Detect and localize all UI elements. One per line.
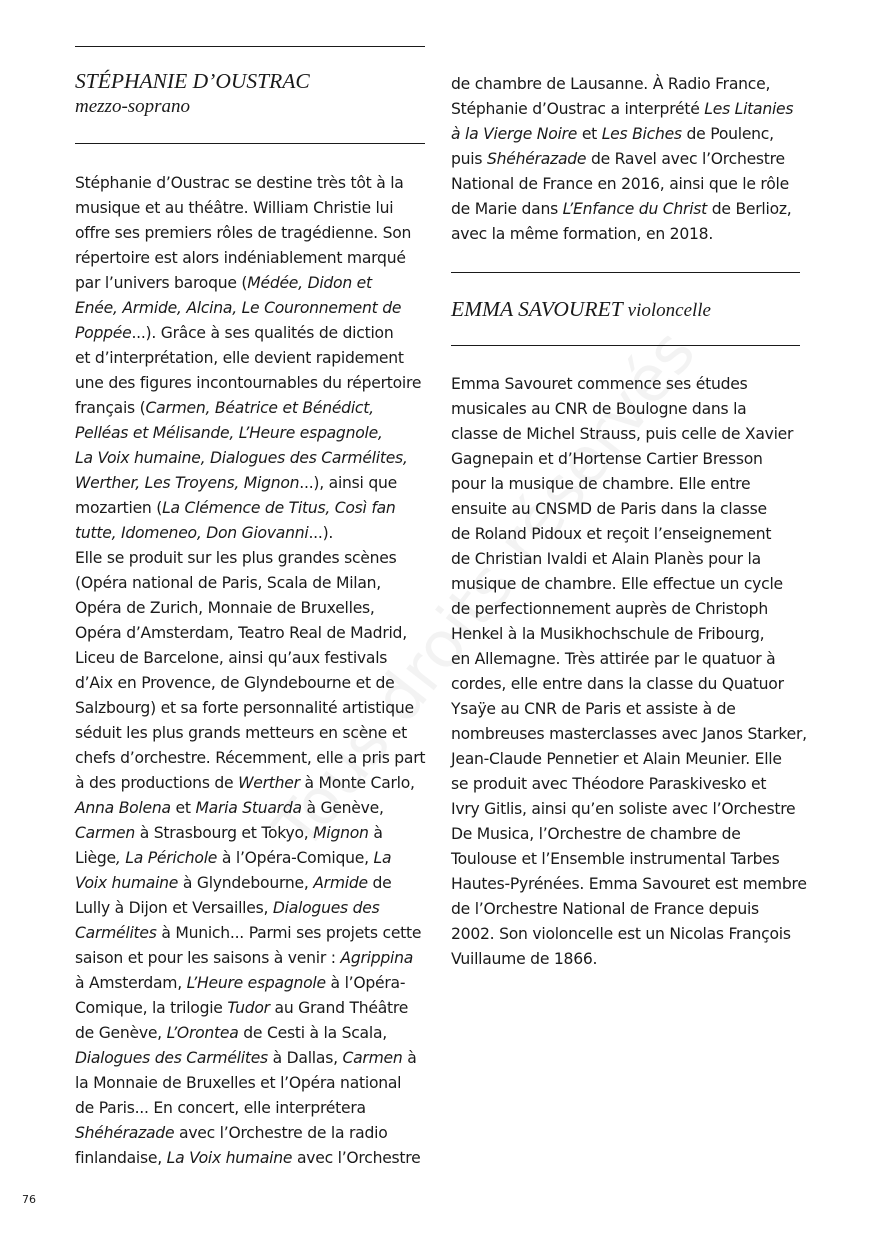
text-line: musicales au CNR de Boulogne dans la [451, 400, 747, 418]
text-line: Emma Savouret commence ses études [451, 375, 748, 393]
text-line: de Genève, L’Orontea de Cesti à la Scala, [75, 1024, 387, 1042]
text-line: Voix humaine à Glyndebourne, Armide de [75, 874, 392, 892]
text-line: en Allemagne. Très attirée par le quatuor à [451, 650, 776, 668]
text-line: une des figures incontournables du répertoire [75, 374, 422, 392]
text-line: de perfectionnement auprès de Christoph [451, 600, 768, 618]
text-line: mozartien (La Clémence de Titus, Così fan [75, 499, 396, 517]
text-line: à des productions de Werther à Monte Carlo, [75, 774, 415, 792]
biography-doustrac-continued [451, 72, 793, 247]
text-line: Salzbourg) et sa forte personnalité artistique [75, 699, 414, 717]
text-line: Jean-Claude Pennetier et Alain Meunier. Elle [451, 750, 782, 768]
text-line: Ivry Gitlis, ainsi qu’en soliste avec l’Orchestre [451, 800, 796, 818]
text-line: Lully à Dijon et Versailles, Dialogues des [75, 899, 380, 917]
artist-role: mezzo-soprano [75, 96, 191, 117]
artist-role: violoncelle [627, 300, 711, 321]
text-line: Liceu de Barcelone, ainsi qu’aux festivals [75, 649, 388, 667]
text-line: tutte, Idomeneo, Don Giovanni...). [75, 524, 334, 542]
rule-top-left [75, 46, 425, 47]
text-line: Poppée...). Grâce à ses qualités de diction [75, 324, 394, 342]
text-line: puis Shéhérazade de Ravel avec l’Orchestre [451, 150, 785, 168]
text-line: chefs d’orchestre. Récemment, elle a pris part [75, 749, 426, 767]
text-line: à la Vierge Noire et Les Biches de Poulenc, [451, 125, 774, 143]
text-line: Opéra de Zurich, Monnaie de Bruxelles, [75, 599, 375, 617]
text-line: De Musica, l’Orchestre de chambre de [451, 825, 741, 843]
text-line: Elle se produit sur les plus grandes scènes [75, 549, 397, 567]
page-number: 76 [22, 1193, 36, 1206]
artist-name: STÉPHANIE D’OUSTRAC [75, 69, 310, 93]
text-line: musique et au théâtre. William Christie lui [75, 199, 394, 217]
text-line: finlandaise, La Voix humaine avec l’Orchestre [75, 1149, 421, 1167]
text-line: Enée, Armide, Alcina, Le Couronnement de [75, 299, 402, 317]
text-line: offre ses premiers rôles de tragédienne. Son [75, 224, 412, 242]
text-line: musique de chambre. Elle effectue un cycle [451, 575, 783, 593]
text-line: séduit les plus grands metteurs en scène et [75, 724, 407, 742]
text-line: Shéhérazade avec l’Orchestre de la radio [75, 1124, 388, 1142]
text-line: Hautes-Pyrénées. Emma Savouret est membre [451, 875, 807, 893]
text-line: de Roland Pidoux et reçoit l’enseignement [451, 525, 772, 543]
text-line: Comique, la trilogie Tudor au Grand Théâtre [75, 999, 409, 1017]
text-line: Gagnepain et d’Hortense Cartier Bresson [451, 450, 763, 468]
text-line: Stéphanie d’Oustrac se destine très tôt à la [75, 174, 404, 192]
text-line: saison et pour les saisons à venir : Agrippina [75, 949, 414, 967]
artist-heading-doustrac [75, 68, 310, 120]
text-line: de chambre de Lausanne. À Radio France, [451, 75, 771, 93]
text-line: de Paris... En concert, elle interprétera [75, 1099, 366, 1117]
text-line: Liège, La Périchole à l’Opéra-Comique, La [75, 849, 392, 867]
rule-under-heading-left [75, 143, 425, 144]
text-line: Stéphanie d’Oustrac a interprété Les Litanies [451, 100, 794, 118]
text-line: Opéra d’Amsterdam, Teatro Real de Madrid, [75, 624, 407, 642]
text-line: ensuite au CNSMD de Paris dans la classe [451, 500, 767, 518]
text-line: et d’interprétation, elle devient rapidement [75, 349, 404, 367]
text-line: cordes, elle entre dans la classe du Quatuor [451, 675, 784, 693]
artist-name: EMMA SAVOURET [451, 297, 623, 321]
text-line: Carmélites à Munich... Parmi ses projets cette [75, 924, 422, 942]
text-line: Carmen à Strasbourg et Tokyo, Mignon à [75, 824, 383, 842]
text-line: par l’univers baroque (Médée, Didon et [75, 274, 372, 292]
text-line: répertoire est alors indéniablement marqué [75, 249, 406, 267]
text-line: d’Aix en Provence, de Glyndebourne et de [75, 674, 395, 692]
text-line: de Marie dans L’Enfance du Christ de Berlioz, [451, 200, 792, 218]
text-line: classe de Michel Strauss, puis celle de Xavier [451, 425, 794, 443]
biography-savouret [451, 372, 807, 972]
text-line: avec la même formation, en 2018. [451, 225, 714, 243]
text-line: de Christian Ivaldi et Alain Planès pour la [451, 550, 761, 568]
text-line: Ysaÿe au CNR de Paris et assiste à de [451, 700, 736, 718]
text-line: à Amsterdam, L’Heure espagnole à l’Opéra- [75, 974, 406, 992]
text-line: La Voix humaine, Dialogues des Carmélites, [75, 449, 408, 467]
text-line: Vuillaume de 1866. [451, 950, 598, 968]
text-line: Henkel à la Musikhochschule de Fribourg, [451, 625, 765, 643]
text-line: français (Carmen, Béatrice et Bénédict, [75, 399, 374, 417]
text-line: Dialogues des Carmélites à Dallas, Carmen à [75, 1049, 417, 1067]
text-line: Anna Bolena et Maria Stuarda à Genève, [75, 799, 384, 817]
rule-under-heading-right [451, 345, 800, 346]
text-line: de l’Orchestre National de France depuis [451, 900, 759, 918]
text-line: nombreuses masterclasses avec Janos Starker, [451, 725, 807, 743]
rule-above-heading-right [451, 272, 800, 273]
text-line: se produit avec Théodore Paraskivesko et [451, 775, 767, 793]
artist-heading-savouret [451, 296, 711, 324]
text-line: (Opéra national de Paris, Scala de Milan, [75, 574, 382, 592]
text-line: Werther, Les Troyens, Mignon...), ainsi que [75, 474, 397, 492]
biography-doustrac [75, 171, 425, 1171]
text-line: National de France en 2016, ainsi que le rôle [451, 175, 789, 193]
text-line: Pelléas et Mélisande, L’Heure espagnole, [75, 424, 383, 442]
text-line: la Monnaie de Bruxelles et l’Opéra national [75, 1074, 402, 1092]
text-line: pour la musique de chambre. Elle entre [451, 475, 751, 493]
text-line: Toulouse et l’Ensemble instrumental Tarbes [451, 850, 780, 868]
text-line: 2002. Son violoncelle est un Nicolas François [451, 925, 791, 943]
